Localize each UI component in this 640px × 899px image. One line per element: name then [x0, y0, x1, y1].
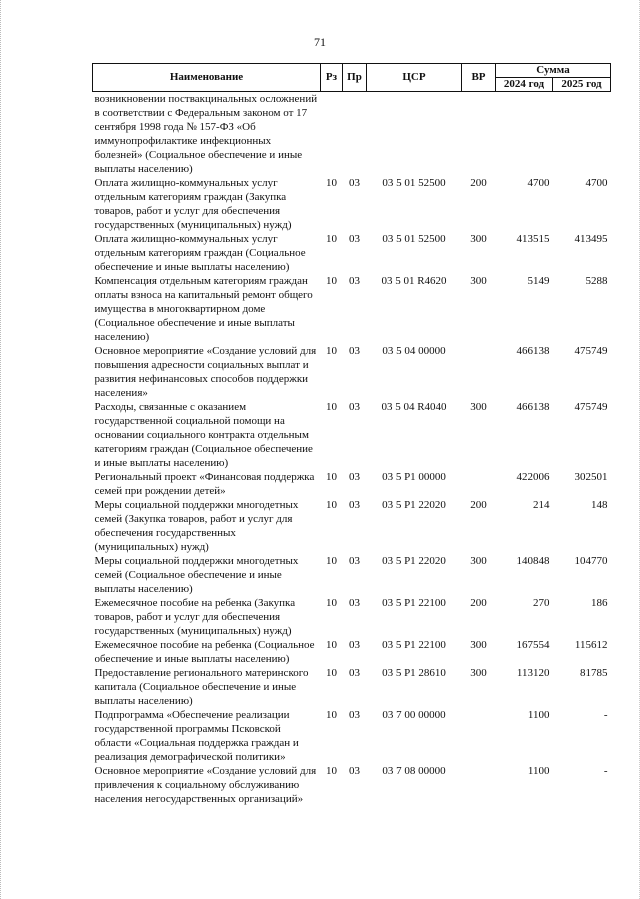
cell-rz: 10 [326, 667, 337, 679]
cell-sum-2024: 422006 [516, 471, 550, 483]
table-body [93, 92, 611, 807]
cell-vr: 300 [470, 555, 487, 567]
cell-pr: 03 [349, 555, 360, 567]
cell-csr: 03 5 P1 22020 [382, 555, 446, 567]
table-row [93, 708, 611, 764]
cell-sum-2025: 4700 [585, 177, 608, 189]
header-csr: ЦСР [367, 64, 462, 92]
cell-name: Основное мероприятие «Создание условий для повышения адресности социальных выплат и развития нефинансовых способов поддержки населения» [94, 345, 317, 399]
cell-csr: 03 5 P1 22100 [382, 597, 446, 609]
cell-name: Оплата жилищно-коммунальных услуг отдельным категориям граждан (Закупка товаров, работ и услуг для обеспечения государственных (муниципальных) нужд) [94, 177, 292, 231]
cell-rz: 10 [326, 639, 337, 651]
cell-vr: 300 [470, 275, 487, 287]
cell-name: Компенсация отдельным категориям граждан оплаты взноса на капитальный ремонт общего имущества в многоквартирном доме (Социальное обеспечение и иные выплаты населению) [94, 275, 313, 343]
cell-csr: 03 7 08 00000 [382, 765, 446, 777]
cell-csr: 03 5 P1 22020 [382, 499, 446, 511]
cell-vr: 300 [470, 639, 487, 651]
cell-csr: 03 5 04 00000 [382, 345, 446, 357]
cell-sum-2024 [496, 92, 553, 177]
cell-name: Региональный проект «Финансовая поддержка семей при рождении детей» [94, 471, 315, 497]
cell-rz: 10 [326, 177, 337, 189]
header-pr: Пр [343, 64, 367, 92]
cell-vr [462, 344, 496, 400]
cell-sum-2025: 302501 [574, 471, 608, 483]
cell-csr: 03 5 01 52500 [382, 177, 446, 189]
cell-vr: 300 [470, 667, 487, 679]
cell-pr: 03 [349, 499, 360, 511]
cell-vr [462, 92, 496, 177]
cell-csr: 03 5 04 R4040 [381, 401, 447, 413]
cell-vr: 200 [470, 499, 487, 511]
scan-left-edge [0, 0, 5, 899]
header-name: Наименование [93, 64, 321, 92]
cell-rz: 10 [326, 499, 337, 511]
cell-pr: 03 [349, 667, 360, 679]
table-row [93, 470, 611, 498]
cell-sum-2024: 113120 [516, 667, 550, 679]
table-row [93, 638, 611, 666]
cell-sum-2025: 81785 [580, 667, 608, 679]
cell-pr: 03 [349, 709, 360, 721]
cell-rz: 10 [326, 275, 337, 287]
cell-name: Оплата жилищно-коммунальных услуг отдельным категориям граждан (Социальное обеспечение и иные выплаты населению) [94, 233, 306, 273]
cell-vr: 200 [470, 177, 487, 189]
cell-sum-2025: 148 [591, 499, 608, 511]
cell-sum-2025: 475749 [574, 345, 608, 357]
cell-name: возникновении поствакцинальных осложнений в соответствии с Федеральным законом от 17 сентября 1998 года № 157-ФЗ «Об иммунопрофилактике инфекционных болезней» (Социальное обеспечение и иные выплаты населению) [94, 93, 318, 175]
cell-sum-2024: 167554 [516, 639, 550, 651]
cell-pr: 03 [349, 765, 360, 777]
cell-name: Меры социальной поддержки многодетных семей (Социальное обеспечение и иные выплаты населению) [94, 555, 299, 595]
cell-sum-2025: - [603, 765, 608, 777]
header-sum: Сумма [496, 64, 611, 78]
cell-vr: 300 [470, 401, 487, 413]
cell-rz: 10 [326, 709, 337, 721]
cell-name: Основное мероприятие «Создание условий для привлечения к социальному обслуживанию населения негосударственных организаций» [94, 765, 317, 805]
cell-pr: 03 [349, 233, 360, 245]
cell-pr: 03 [349, 401, 360, 413]
cell-rz: 10 [326, 233, 337, 245]
cell-sum-2024: 214 [533, 499, 550, 511]
cell-sum-2024: 1100 [527, 765, 550, 777]
cell-name: Меры социальной поддержки многодетных семей (Закупка товаров, работ и услуг для обеспечения государственных (муниципальных) нужд) [94, 499, 299, 553]
cell-sum-2024: 270 [533, 597, 550, 609]
cell-sum-2025: 5288 [585, 275, 608, 287]
cell-vr [462, 708, 496, 764]
cell-name: Ежемесячное пособие на ребенка (Социальное обеспечение и иные выплаты населению) [94, 639, 315, 665]
cell-rz: 10 [326, 765, 337, 777]
cell-sum-2025: - [603, 709, 608, 721]
cell-pr: 03 [349, 471, 360, 483]
cell-sum-2024: 413515 [516, 233, 550, 245]
cell-vr [462, 764, 496, 806]
table-row [93, 232, 611, 274]
cell-sum-2025: 104770 [574, 555, 608, 567]
header-rz: Рз [321, 64, 343, 92]
table-row [93, 498, 611, 554]
table-row [93, 764, 611, 806]
cell-sum-2024: 1100 [527, 709, 550, 721]
cell-name: Подпрограмма «Обеспечение реализации государственной программы Псковской области «Социальная поддержка граждан и реализация демографической политики» [94, 709, 299, 763]
cell-sum-2025: 186 [591, 597, 608, 609]
cell-vr: 300 [470, 233, 487, 245]
cell-rz: 10 [326, 597, 337, 609]
cell-vr: 200 [470, 597, 487, 609]
cell-sum-2025 [553, 92, 611, 177]
table-row [93, 274, 611, 344]
cell-sum-2024: 466138 [516, 401, 550, 413]
cell-csr [367, 92, 462, 177]
table-row [93, 596, 611, 638]
header-vr: ВР [462, 64, 496, 92]
cell-pr: 03 [349, 639, 360, 651]
cell-csr: 03 7 00 00000 [382, 709, 446, 721]
table-header [93, 64, 611, 92]
cell-vr [462, 470, 496, 498]
cell-rz: 10 [326, 345, 337, 357]
cell-csr: 03 5 01 R4620 [381, 275, 447, 287]
cell-rz [321, 92, 343, 177]
cell-pr: 03 [349, 275, 360, 287]
table-row [93, 554, 611, 596]
budget-table [92, 63, 611, 806]
page-number: 71 [314, 35, 326, 49]
cell-csr: 03 5 P1 28610 [382, 667, 446, 679]
cell-rz: 10 [326, 401, 337, 413]
cell-sum-2024: 5149 [527, 275, 550, 287]
cell-sum-2024: 4700 [527, 177, 550, 189]
cell-name: Предоставление регионального материнского капитала (Социальное обеспечение и иные выплаты населению) [94, 667, 309, 707]
cell-pr [343, 92, 367, 177]
cell-sum-2025: 413495 [574, 233, 608, 245]
cell-pr: 03 [349, 177, 360, 189]
cell-sum-2025: 115612 [574, 639, 608, 651]
cell-rz: 10 [326, 471, 337, 483]
cell-csr: 03 5 P1 22100 [382, 639, 446, 651]
cell-pr: 03 [349, 345, 360, 357]
cell-csr: 03 5 P1 00000 [382, 471, 446, 483]
cell-csr: 03 5 01 52500 [382, 233, 446, 245]
header-year-2024: 2024 год [496, 78, 553, 92]
table-row [93, 666, 611, 708]
cell-sum-2024: 466138 [516, 345, 550, 357]
header-year-2025: 2025 год [553, 78, 611, 92]
table-row [93, 400, 611, 470]
table-row [93, 176, 611, 232]
cell-rz: 10 [326, 555, 337, 567]
cell-name: Расходы, связанные с оказанием государственной социальной помощи на основании социального контракта отдельным категориям граждан (Социальное обеспечение и иные выплаты населению) [94, 401, 313, 469]
cell-name: Ежемесячное пособие на ребенка (Закупка товаров, работ и услуг для обеспечения государственных (муниципальных) нужд) [94, 597, 296, 637]
cell-pr: 03 [349, 597, 360, 609]
cell-sum-2024: 140848 [516, 555, 550, 567]
table-row [93, 344, 611, 400]
cell-sum-2025: 475749 [574, 401, 608, 413]
table-row [93, 92, 611, 177]
